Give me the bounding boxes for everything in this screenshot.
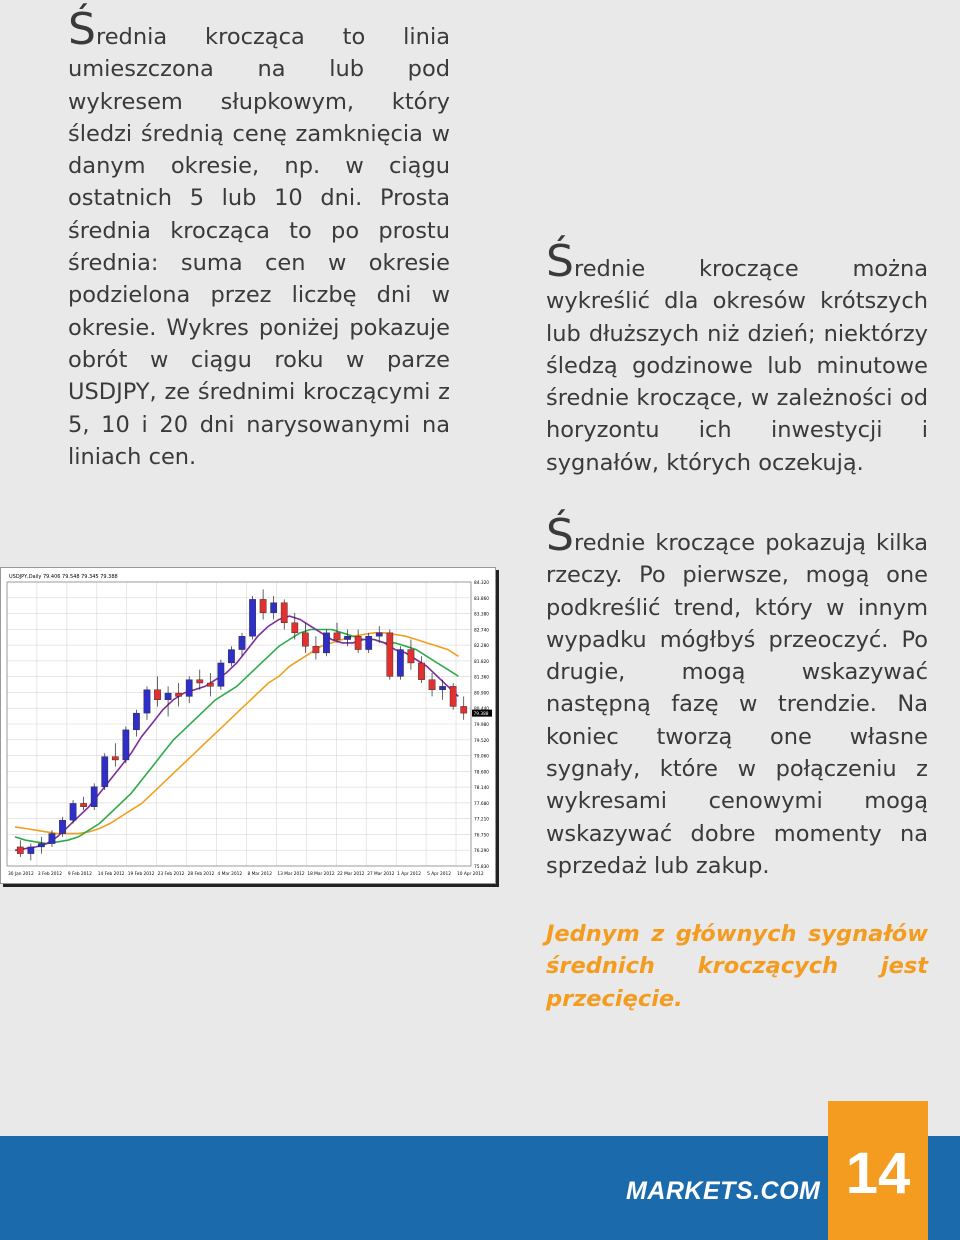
candle-body [218,663,224,686]
candle-body [154,690,160,700]
y-tick-label: 80.900 [474,691,490,697]
candle-body [355,636,361,649]
candle-body [450,686,456,706]
candle-body [133,713,139,730]
chart-canvas [1,568,495,883]
candle-body [313,646,319,653]
candle-body [123,730,129,760]
intro-paragraph [68,4,450,473]
y-tick-label: 78.600 [474,770,490,776]
candle-body [197,680,203,683]
x-tick-label: 13 Mar 2012 [277,872,305,877]
y-tick-label: 82.280 [474,644,490,650]
chart-title: USDJPY,Daily 79.406 79.548 79.345 79.388 [9,574,118,580]
candle-body [366,636,372,649]
timeframes-paragraph [546,236,928,479]
x-tick-label: 8 Mar 2012 [247,872,272,877]
x-tick-label: 3 Feb 2012 [37,872,62,877]
x-tick-label: 10 Apr 2012 [457,872,484,877]
drop-cap: Ś [68,4,96,55]
candle-body [239,636,245,649]
candle-body [376,633,382,636]
candle-body [397,650,403,677]
x-tick-label: 14 Feb 2012 [97,872,125,877]
candle-body [112,757,118,760]
candle-body [165,693,171,700]
x-tick-label: 30 Jan 2012 [8,872,34,877]
x-tick-label: 19 Feb 2012 [127,872,155,877]
candle-body [323,633,329,653]
candle-body [80,803,86,806]
candle-body [144,690,150,713]
highlight-quote: Jednym z głównych sygnałów średnich kroczących jest przecięcie. [546,921,928,1012]
page-number: 14 [845,1141,911,1206]
candle-body [59,820,65,833]
candle-body [38,844,44,847]
brand-logo: MARKETS.COM [626,1177,821,1205]
x-tick-label: 4 Mar 2012 [217,872,243,877]
candle-body [91,787,97,807]
y-tick-label: 84.320 [474,581,490,586]
last-price-label: 79.388 [473,711,489,717]
y-tick-label: 81.360 [474,675,490,681]
drop-cap: Ś [546,236,574,287]
timeframes-text: rednie kroczące można wykreślić dla okresów krótszych lub dłuższych niż dzień; niektórzy śledzą godzinowe lub minutowe średnie kroczące, w zależności od horyzontu ich inwestycji i sygnałów, których oczekują. [546,256,928,476]
candle-body [186,680,192,697]
candle-body [70,803,76,820]
y-tick-label: 81.820 [474,659,490,665]
y-tick-label: 83.860 [474,596,490,602]
x-tick-label: 27 Mar 2012 [367,872,395,877]
candle-body [175,693,181,696]
candle-body [28,847,34,854]
y-tick-label: 82.740 [474,628,490,634]
candle-body [418,663,424,680]
y-tick-label: 79.520 [474,738,490,744]
candle-body [228,650,234,663]
y-tick-label: 76.750 [474,833,490,839]
y-tick-label: 75.830 [474,865,490,870]
y-tick-label: 79.980 [474,723,490,728]
candle-body [260,599,266,612]
y-tick-label: 77.680 [474,801,490,807]
candle-body [207,683,213,686]
candle-body [344,636,350,639]
drop-cap: Ś [546,510,574,561]
x-tick-label: 23 Feb 2012 [157,872,185,877]
candle-body [281,603,287,623]
candle-body [439,686,445,689]
intro-text: rednia krocząca to linia umieszczona na lub pod wykresem słupkowym, który śledzi średnią cenę zamknięcia w danym okresie, np. w ciągu ostatnich 5 lub 10 dni. Prosta średnia krocząca to po prostu średnia: suma cen w okresie podzielona przez liczbę dni w okresie. Wykres poniżej pokazuje obrót w ciągu roku w parze USDJPY, ze średnimi kroczącymi z 5, 10 i 20 dni narysowanymi na liniach cen. [68,24,450,470]
candle-body [249,599,255,636]
candle-body [49,834,55,844]
candle-body [17,847,23,854]
y-tick-label: 77.210 [474,817,490,823]
candle-body [387,633,393,676]
y-tick-label: 83.380 [474,612,490,618]
x-tick-label: 1 Apr 2012 [397,872,422,877]
x-tick-label: 5 Apr 2012 [427,872,451,877]
candle-body [302,633,308,646]
candle-body [334,633,340,640]
x-tick-label: 28 Feb 2012 [187,872,215,877]
candle-body [102,757,108,787]
uses-text: rednie kroczące pokazują kilka rzeczy. Po pierwsze, mogą one podkreślić trend, który w innym wypadku mógłbyś przeoczyć. Po drugie, mogą wskazywać następną fazę w trendzie. Na koniec tworzą one własne sygnały, które w połączeniu z wykresami cenowymi mogą wskazywać dobre momenty na sprzedaż lub zakup. [546,530,928,879]
x-tick-label: 18 Mar 2012 [307,872,335,877]
y-tick-label: 76.290 [474,849,490,855]
candle-body [461,706,467,713]
y-tick-label: 78.140 [474,786,490,792]
candle-body [271,603,277,613]
candle-body [292,623,298,633]
y-tick-label: 79.060 [474,754,490,760]
x-tick-label: 22 Mar 2012 [337,872,365,877]
x-tick-label: 9 Feb 2012 [67,872,92,877]
candle-body [408,650,414,663]
usdjpy-chart [0,567,496,884]
uses-paragraph [546,510,928,882]
candle-body [429,680,435,690]
